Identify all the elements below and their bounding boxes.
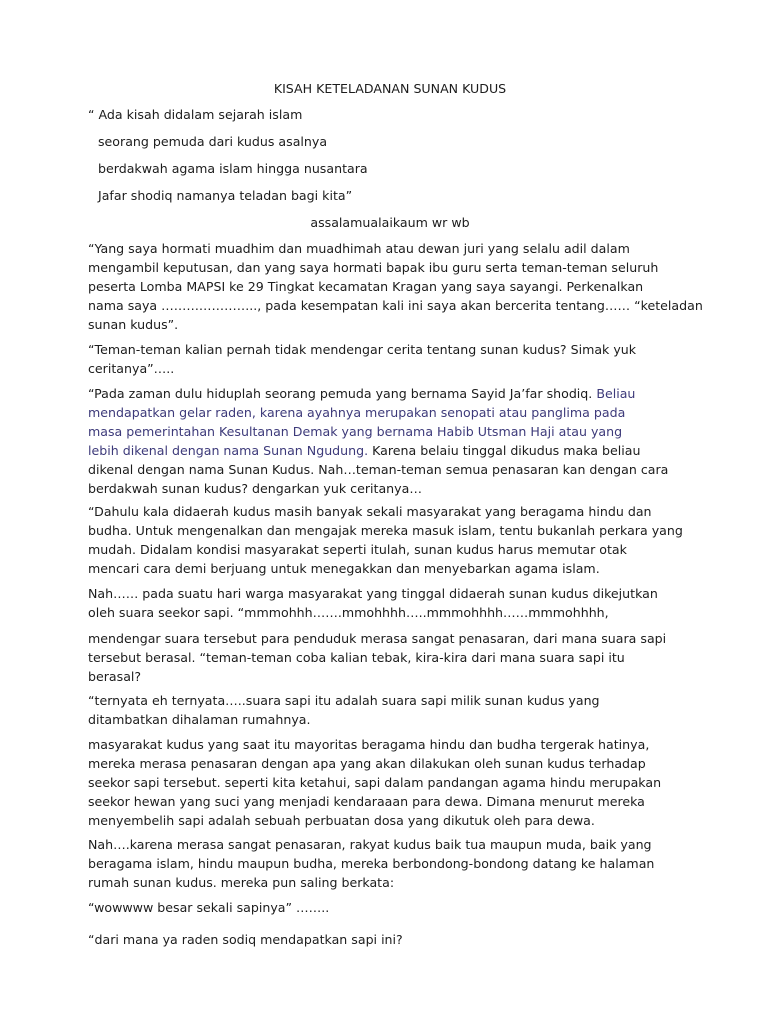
greeting: assalamualaikaum wr wb xyxy=(310,215,470,230)
document-title: KISAH KETELADANAN SUNAN KUDUS xyxy=(273,81,507,96)
poem-line-2: seorang pemuda dari kudus asalnya xyxy=(98,134,328,149)
paragraph-origin: “Pada zaman dulu hiduplah seorang pemuda yang bernama Sayid Ja’far shodiq. Beliau mendapatkan gelar raden, karena ayahnya merupakan senopati atau panglima pada masa pemerintahan Kesultanan Demak yang bernama Habib Utsman Haji atau yang lebih dikenal dengan nama Sunan Ngudung. Karena belaiu tinggal dikudus maka beliau dikenal dengan nama Sunan Kudus. Nah…teman-teman semua penasaran kan dengan cara berdakwah sunan kudus? dengarkan yuk ceritanya… xyxy=(88,384,692,498)
poem-line-3: berdakwah agama islam hingga nusantara xyxy=(98,161,368,176)
highlighted-text: masa pemerintahan Kesultanan Demak yang bernama Habib Utsman Haji atau yang xyxy=(88,424,623,439)
paragraph-revelation: “ternyata eh ternyata…..suara sapi itu adalah suara sapi milik sunan kudus yang ditambatkan dihalaman rumahnya. xyxy=(88,693,600,727)
poem-line-1: “ Ada kisah didalam sejarah islam xyxy=(88,107,303,122)
highlighted-text: Beliau xyxy=(596,386,636,401)
paragraph-curiosity: mendengar suara tersebut para penduduk merasa sangat penasaran, dari mana suara sapi tersebut berasal. “teman-teman coba kalian tebak, kira-kira dari mana suara sapi itu berasal? xyxy=(88,631,667,684)
paragraph-question: “Teman-teman kalian pernah tidak mendengar cerita tentang sunan kudus? Simak yuk ceritanya”….. xyxy=(88,342,637,376)
dialogue-line-1: “wowwww besar sekali sapinya” …….. xyxy=(88,900,330,915)
highlighted-text: mendapatkan gelar raden, karena ayahnya merupakan senopati atau panglima pada xyxy=(88,405,626,420)
dialogue-line-2: “dari mana ya raden sodiq mendapatkan sapi ini? xyxy=(88,932,403,947)
poem-line-4: Jafar shodiq namanya teladan bagi kita” xyxy=(98,188,353,203)
highlighted-text: lebih dikenal dengan nama Sunan Ngudung. xyxy=(88,443,369,458)
paragraph-opening: “Yang saya hormati muadhim dan muadhimah atau dewan juri yang selalu adil dalam mengambil keputusan, dan yang saya hormati bapak ibu guru serta teman-teman seluruh peserta Lomba MAPSI ke 29 Tingkat kecamatan Kragan yang saya sayangi. Perkenalkan nama saya ………………….., pada kesempatan kali ini saya akan bercerita tentang…… “keteladan sunan kudus”. xyxy=(88,241,703,332)
paragraph-cow-sound: Nah…… pada suatu hari warga masyarakat yang tinggal didaerah sunan kudus dikejutkan oleh suara seekor sapi. “mmmohhh…….mmohhhh…..mmmohhhh……mmmohhhh, xyxy=(88,586,658,620)
paragraph-society: masyarakat kudus yang saat itu mayoritas beragama hindu dan budha tergerak hatinya, mereka merasa penasaran dengan apa yang akan dilakukan oleh sunan kudus terhadap seekor sapi tersebut. seperti kita ketahui, sapi dalam pandangan agama hindu merupakan seekor hewan yang suci yang menjadi kendaraaan para dewa. Dimana menurut mereka menyembelih sapi adalah sebuah perbuatan dosa yang dikutuk oleh para dewa. xyxy=(88,737,662,828)
paragraph-crowd: Nah….karena merasa sangat penasaran, rakyat kudus baik tua maupun muda, baik yang beragama islam, hindu maupun budha, mereka berbondong-bondong datang ke halaman rumah sunan kudus. mereka pun saling berkata: xyxy=(88,837,655,890)
paragraph-context: “Dahulu kala didaerah kudus masih banyak sekali masyarakat yang beragama hindu dan budha. Untuk mengenalkan dan mengajak mereka masuk islam, tentu bukanlah perkara yang mudah. Didalam kondisi masyarakat seperti itulah, sunan kudus harus memutar otak mencari cara demi berjuang untuk menegakkan dan menyebarkan agama islam. xyxy=(88,504,683,576)
